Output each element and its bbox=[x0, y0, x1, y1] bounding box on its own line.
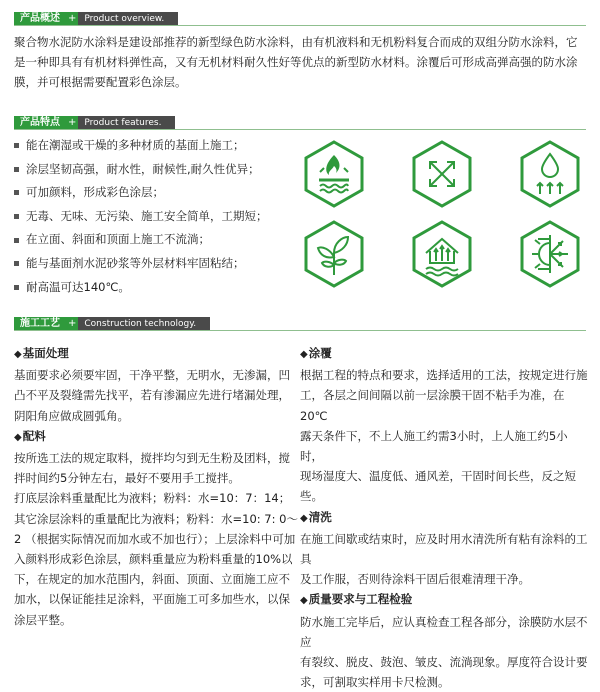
text-line: 防水施工完毕后，应认真检查工程各部分，涂膜防水层不应 bbox=[300, 614, 588, 649]
text-line: 有裂纹、脱皮、鼓泡、皱皮、流淌现象。厚度符合设计要 bbox=[300, 655, 588, 670]
construction-section-bar bbox=[14, 317, 210, 331]
sun-snow-icon bbox=[518, 219, 582, 289]
features-list bbox=[14, 134, 304, 299]
overview-title-sep: + bbox=[68, 13, 77, 24]
overview-text: 聚合物水泥防水涂料是建设部推荐的新型绿色防水涂料，由有机液料和无机粉料复合而成的双组分防水涂料，它是一种即具有有机材料弹性高，又有无机材料耐久性好等优点的新型防水材料。涂覆后可形成高弹高强的防水涂膜，并可根据需要配置彩色涂层。 bbox=[14, 35, 578, 89]
features-section-bar bbox=[14, 116, 175, 130]
construction-divider bbox=[14, 330, 586, 331]
text-line: 涂层平整。 bbox=[14, 612, 72, 627]
overview-divider bbox=[14, 25, 586, 26]
flame-surface-icon bbox=[302, 139, 366, 209]
step-heading-quality: ◆ 质量要求与工程检验 bbox=[300, 589, 590, 611]
text-line: 加水，以保证能挂足涂料，平面施工可多加些水，以保 bbox=[14, 592, 290, 607]
bullet-icon bbox=[14, 214, 19, 219]
features-divider bbox=[14, 129, 586, 130]
plant-leaves-icon bbox=[302, 219, 366, 289]
features-title-cn: 产品特点 bbox=[14, 116, 66, 130]
text-line: 根据工程的特点和要求，选择适用的工法，按规定进行施 bbox=[300, 368, 588, 383]
bullet-icon bbox=[14, 190, 19, 195]
house-waves-icon bbox=[410, 219, 474, 289]
feature-item: 能与基面剂水泥砂浆等外层材料牢固粘结； bbox=[14, 252, 304, 276]
text-line: 打底层涂料重量配比为液料；粉料：水=10：7：14； bbox=[14, 491, 291, 506]
construction-title-en: Construction technology. bbox=[78, 317, 210, 331]
step-heading-substrate: ◆ 基面处理 bbox=[14, 343, 304, 365]
feature-item: 无毒、无味、无污染、施工安全简单，工期短； bbox=[14, 205, 304, 229]
overview-title-cn: 产品概述 bbox=[14, 12, 66, 26]
drop-arrows-icon bbox=[518, 139, 582, 209]
feature-item: 涂层坚韧高强，耐水性，耐候性,耐久性优异； bbox=[14, 158, 304, 182]
text-line: 按所选工法的规定取料，搅拌均匀到无生粉及团料，搅 bbox=[14, 451, 290, 466]
feature-item: 能在潮湿或干燥的多种材质的基面上施工； bbox=[14, 134, 304, 158]
feature-item: 在立面、斜面和顶面上施工不流淌； bbox=[14, 228, 304, 252]
text-line: 求，可割取实样用卡尺检测。 bbox=[300, 675, 450, 690]
features-title-sep: + bbox=[68, 117, 77, 128]
feature-item: 耐高温可达140℃。 bbox=[14, 276, 304, 300]
text-line: 现场湿度大、温度低、通风差，干固时间长些，反之短些。 bbox=[300, 469, 576, 504]
text-line: 阴阳角应做成圆弧角。 bbox=[14, 408, 129, 423]
bullet-icon bbox=[14, 261, 19, 266]
bullet-icon bbox=[14, 238, 19, 243]
text-line: 2 （根据实际情况而加水或不加也行）；上层涂料中可加 bbox=[14, 531, 296, 546]
text-line: 下，在规定的加水范围内，斜面、顶面、立面施工应不 bbox=[14, 572, 290, 587]
feature-item: 可加颜料，形成彩色涂层； bbox=[14, 181, 304, 205]
step-heading-mixing: ◆ 配料 bbox=[14, 426, 304, 448]
bullet-icon bbox=[14, 143, 19, 148]
step-heading-coating: ◆ 涂覆 bbox=[300, 343, 590, 365]
bullet-icon bbox=[14, 285, 19, 290]
construction-left-column bbox=[14, 343, 304, 630]
construction-title-sep: + bbox=[68, 318, 77, 329]
bullet-icon bbox=[14, 167, 19, 172]
text-line: 及工作服，否则待涂料干固后很难清理干净。 bbox=[300, 572, 530, 587]
overview-section-bar bbox=[14, 12, 178, 26]
feature-icon-grid bbox=[300, 131, 590, 291]
text-line: 工，各层之间间隔以前一层涂膜干固不粘手为准，在20℃ bbox=[300, 388, 565, 423]
text-line: 拌时间约5分钟左右，最好不要用手工搅拌。 bbox=[14, 471, 240, 486]
text-line: 露天条件下，不上人施工约需3小时，上人施工约5小时， bbox=[300, 428, 568, 464]
text-line: 基面要求必须要牢固，干净平整，无明水，无渗漏，凹 bbox=[14, 368, 290, 383]
text-line: 其它涂层涂料的重量配比为液料；粉料：水=10: 7: 0～ bbox=[14, 511, 298, 526]
construction-right-column bbox=[300, 343, 590, 692]
text-line: 在施工间歇或结束时，应及时用水清洗所有粘有涂料的工具 bbox=[300, 531, 588, 567]
text-line: 入颜料形成彩色涂层，颜料重量应为粉料重量的10%以 bbox=[14, 552, 293, 567]
text-line: 凸不平及裂缝需先找平，若有渗漏应先进行堵漏处理， bbox=[14, 388, 290, 403]
step-heading-cleaning: ◆ 清洗 bbox=[300, 507, 590, 529]
overview-title-en: Product overview. bbox=[78, 12, 178, 26]
features-title-en: Product features. bbox=[78, 116, 175, 130]
construction-title-cn: 施工工艺 bbox=[14, 317, 66, 331]
expand-arrows-icon bbox=[410, 139, 474, 209]
